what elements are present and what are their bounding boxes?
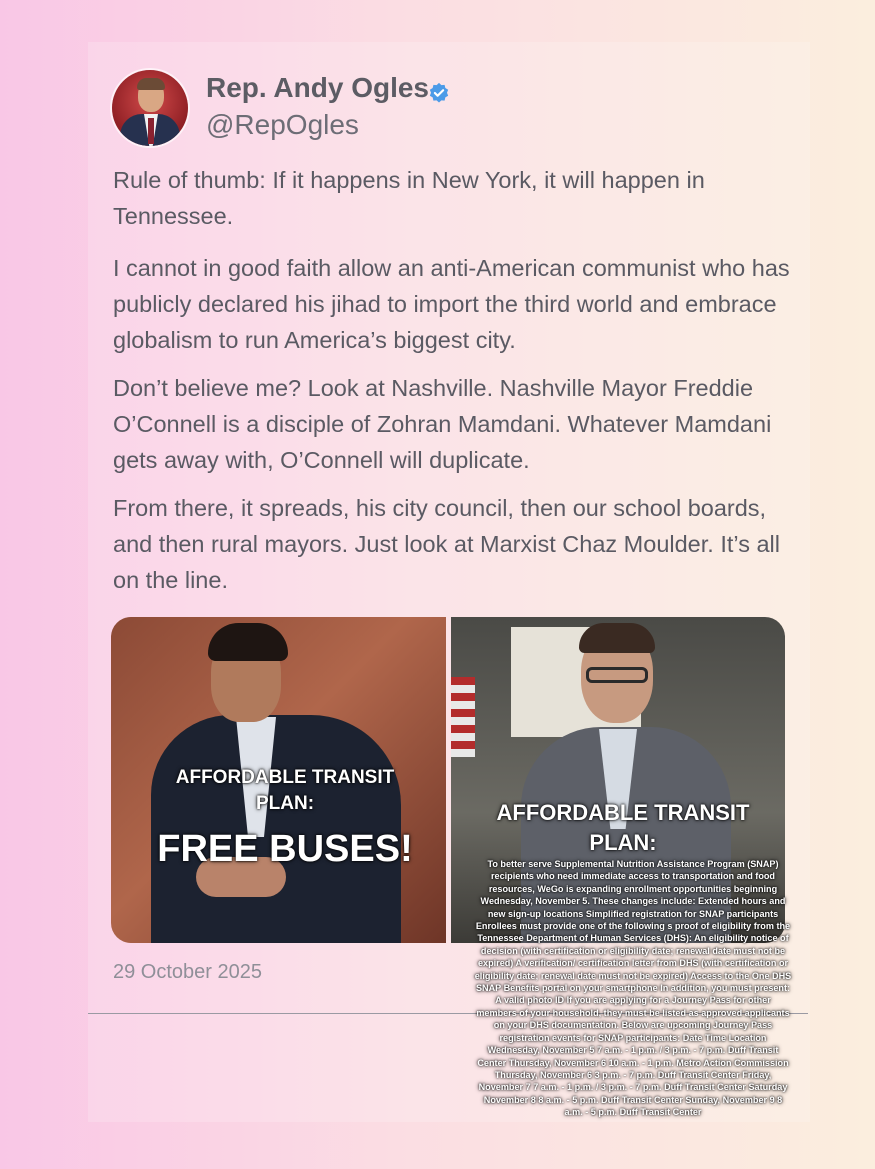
overlay-left-subtitle: FREE BUSES! bbox=[157, 828, 413, 870]
tweet-paragraph: Don’t believe me? Look at Nashville. Nashville Mayor Freddie O’Connell is a disciple of Zohran Mamdani. Whatever Mamdani gets away with, O’Connell will duplicate. bbox=[113, 375, 772, 473]
tweet-paragraph: I cannot in good faith allow an anti-American communist who has publicly declared his jihad to import the third world and embrace globalism to run America’s biggest city. bbox=[113, 255, 790, 353]
avatar[interactable] bbox=[112, 70, 188, 146]
verified-badge-icon bbox=[428, 82, 450, 104]
tweet-date[interactable]: 29 October 2025 bbox=[113, 961, 262, 983]
overlay-right-body: To better serve Supplemental Nutrition Assistance Program (SNAP) recipients who need immediate access to transportation and food resources, WeGo is expanding enrollment opportunities beginning Wednesday, November 5. These changes include: Extended hours and new sign-up locations Simplified registration for SNAP participants Enrollees must provide one of the following s proof of eligibility from the Tennessee Department of Human Services (DHS): An eligibility notice of decision (with certification or eligibility date; renewal date must not be expired) A verification/ certification letter from DHS (with certification or eligibility date; renewal date must not be expired) Access to the One DHS SNAP Benefits portal on your smartphone In addition, you must present: A valid photo ID If you are applying for a Journey Pass for other members of your household, they must be listed as approved applicants on your DHS documentation. Below are upcoming Journey Pass registration events for SNAP participants: Date Time Location Wednesday, November 5 7 a.m. - 1 p.m. / 3 p.m. - 7 p.m. Duff Transit Center Thursday, November 6 10 a.m. - 1 p.m. Metro Action Commission Thursday, November 6 3 p.m. - 7 p.m. Duff Transit Center Friday, November 7 7 a.m. - 1 p.m. / 3 p.m. - 7 p.m. Duff Transit Center Saturday November 8 8 a.m. - 5 p.m. Duff Transit Center Sunday, November 9 8 a.m. - 5 p.m. Duff Transit Center bbox=[474, 859, 792, 1118]
author-handle[interactable]: @RepOgles bbox=[206, 109, 359, 140]
author-name[interactable]: Rep. Andy Ogles bbox=[206, 72, 430, 103]
overlay-right-title: AFFORDABLE TRANSIT PLAN: bbox=[496, 800, 750, 855]
overlay-left-title: AFFORDABLE TRANSIT PLAN: bbox=[175, 767, 395, 814]
tweet-paragraph: From there, it spreads, his city council, then our school boards, and then rural mayors. Just look at Marxist Chaz Moulder. It’s all on the line. bbox=[113, 495, 780, 593]
tweet-paragraph: Rule of thumb: If it happens in New York, it will happen in Tennessee. bbox=[113, 167, 705, 229]
